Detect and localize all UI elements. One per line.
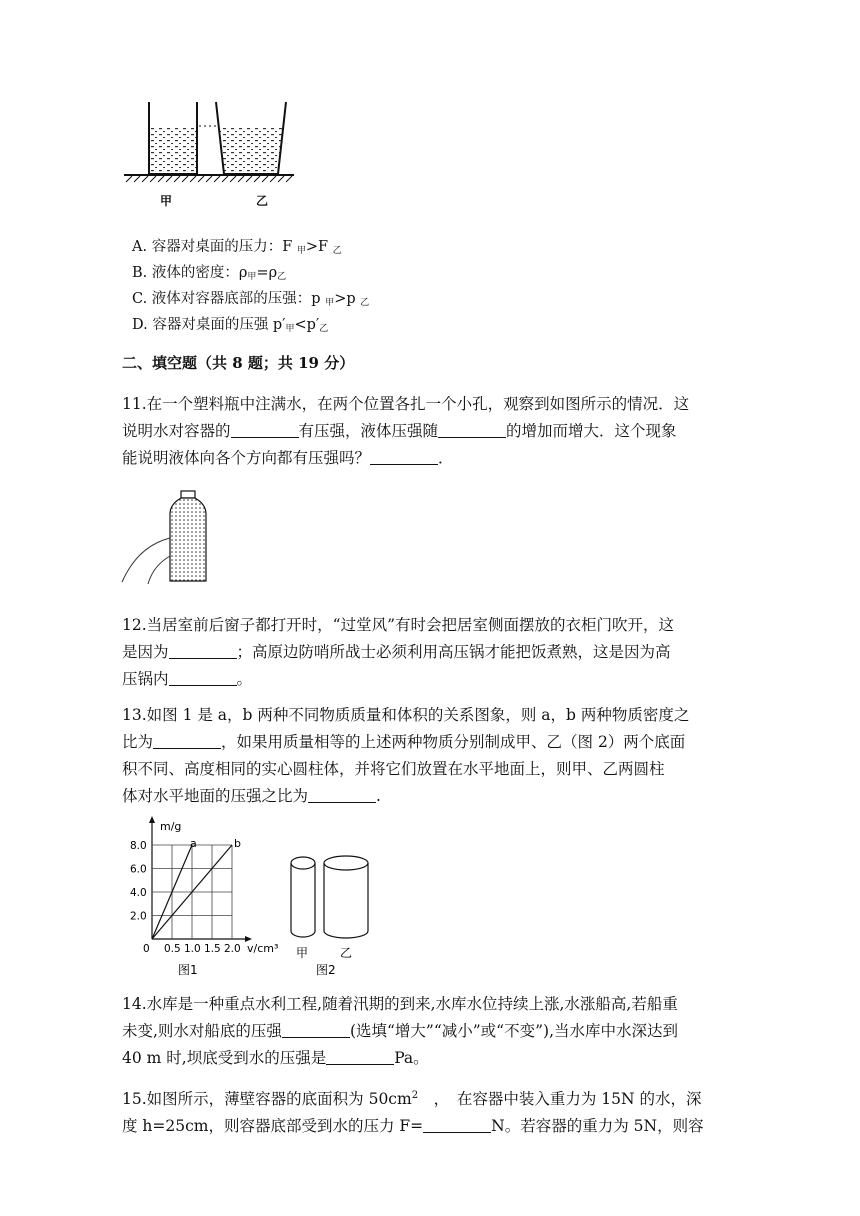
bottle-figure [118,486,218,586]
caption-fig2: 图2 [316,963,336,977]
line-a-label: a [190,837,197,850]
x-tick-label: 0.5 [164,943,181,955]
y-tick-label: 4.0 [130,887,147,899]
mass-volume-graph [118,814,408,984]
option-d: D. 容器对桌面的压强 $p'_甲<p'_乙$ [132,317,329,334]
blank [370,450,438,465]
y-tick-label: 2.0 [130,910,147,923]
container-jia-label: 甲 [160,194,173,208]
y-tick-label: 6.0 [130,863,147,876]
x-axis-label: v/cm³ [247,942,279,955]
x-tick-label: 1.0 [184,943,201,955]
two-containers-figure [118,96,298,216]
y-tick-label: 8.0 [130,840,147,852]
option-c: C. 液体对容器底部的压强：p $_甲$>p $_乙$ [132,291,370,308]
caption-fig1: 图1 [178,963,198,977]
y-axis-label: m/g [160,820,182,833]
blank [169,644,237,659]
blank [326,1050,394,1065]
blank [169,671,237,686]
blank [282,1023,350,1038]
cylinder-yi [324,856,368,938]
bottle [170,498,206,581]
cylinder-jia [291,857,315,937]
cylinder-jia-label: 甲 [296,946,309,960]
blank [438,423,506,438]
line-b-label: b [234,837,241,850]
x-tick-label: 2.0 [224,943,241,955]
container-yi-liquid [219,126,283,173]
question-15: 15.如图所示，薄壁容器的底面积为 $50cm^2$ ， 在容器中装入重力为 15N 的水，深 度 h=25cm，则容器底部受到水的压力 F= N。若容器的重力为 5N，则容 [122,1090,704,1136]
option-b: B. 液体的密度：$\rho_甲=\rho_乙$ [132,265,287,282]
x-tick-label: 1.5 [204,943,221,955]
blank [308,788,376,803]
cylinder-yi-label: 乙 [340,946,353,960]
container-jia-liquid [149,126,197,173]
question-12: 12.当居室前后窗子都打开时，“过堂风”有时会把居室侧面摆放的衣柜门吹开，这 是因为 ；高原边防哨所战士必须利用高压锅才能把饭煮熟，这是因为高 压锅内 。 [122,616,675,688]
blank [423,1118,491,1133]
container-yi-label: 乙 [256,194,269,208]
water-jet-upper [122,538,170,582]
blank [153,734,221,749]
option-a: A. 容器对桌面的压力：F $_甲$>F $_乙$ [132,239,342,256]
question-11: 11.在一个塑料瓶中注满水，在两个位置各扎一个小孔，观察到如图所示的情况．这 说明水对容器的 有压强，液体压强随 的增加而增大．这个现象 能说明液体向各个方向都有压强吗？ ． [122,395,690,467]
question-14: 14.水库是一种重点水利工程,随着汛期的到来,水库水位持续上涨,水涨船高,若船重 未变,则水对船底的压强 (选填“增大”“减小”或“不变”),当水库中水深达到 40 m 时,坝底受到水的压强是 Pa。 [122,995,679,1067]
water-jet-lower [148,556,170,584]
x-tick-label: 0 [143,943,150,955]
question-13: 13.如图 1 是 a，b 两种不同物质质量和体积的关系图象，则 a，b 两种物质密度之 比为 ，如果用质量相等的上述两种物质分别制成甲、乙（图 2）两个底面 积不同、高度相同的实心圆柱体，并将它们放置在水平地面上，则甲、乙两圆柱 体对水平地面的压强之比为 . [122,706,690,805]
blank [231,423,299,438]
ground-hatching [126,176,292,182]
section-heading: 二、填空题（共 8 题；共 19 分） [122,354,355,372]
